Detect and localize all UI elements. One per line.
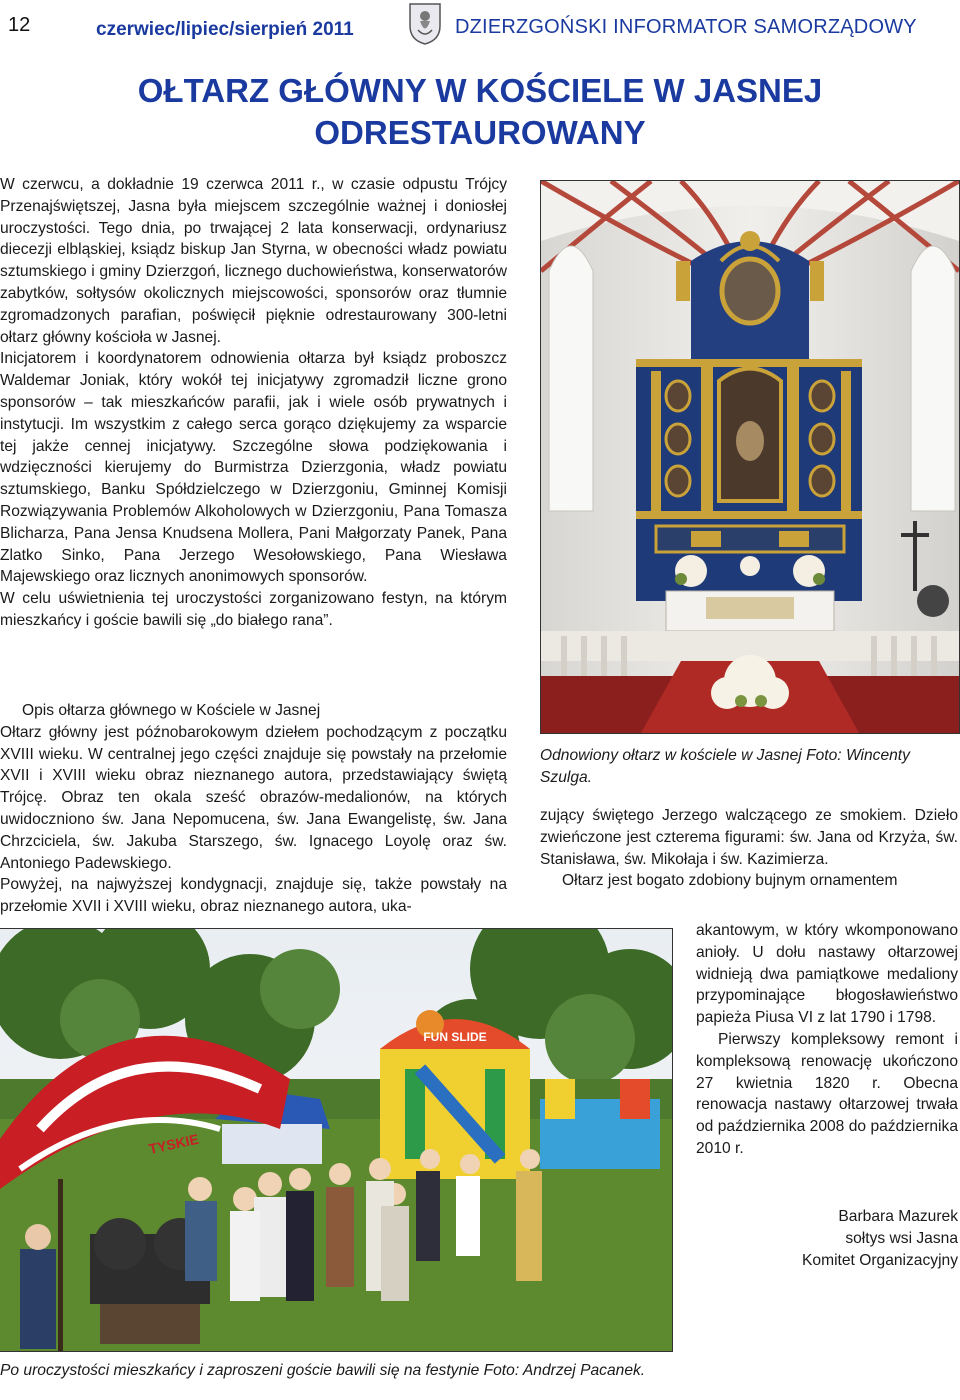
ornament-paragraph-start: Ołtarz jest bogato zdobiony bujnym ornamentem xyxy=(562,872,898,890)
continued-paragraph: zujący świętego Jerzego walczącego ze smokiem. Dzieło zwieńczone jest czterema figurami: św. Jana od Krzyża, św. Stanisława, św. Mikołaja i św. Kazimierza. xyxy=(540,807,958,868)
signature-name: Barbara Mazurek xyxy=(838,1208,958,1225)
issue-date: czerwiec/lipiec/sierpień 2011 xyxy=(96,19,354,40)
article-title-line1: OŁTARZ GŁÓWNY W KOŚCIELE W JASNEJ xyxy=(137,72,823,109)
festival-photo-caption: Po uroczystości mieszkańcy i zaproszeni goście bawili się na festynie Foto: Andrzej Pacanek. xyxy=(0,1362,646,1379)
altar-photo xyxy=(540,180,960,734)
festival-photo xyxy=(0,928,673,1352)
publication-title: DZIERZGOŃSKI INFORMATOR SAMORZĄDOWY xyxy=(455,16,917,38)
festyn-paragraph: W celu uświetnienia tej uroczystości zorganizowano festyn, na którym mieszkańcy i goście bawili się „do białego rana”. xyxy=(0,590,507,629)
signature-role: sołtys wsi Jasna xyxy=(845,1230,958,1247)
ornament-paragraph-rest: akantowym, w który wkomponowano anioły. U dołu nastawy ołtarzowej widnieją dwa pamiątkowe medaliony przypominające błogosławieństwo papieża Piusa VI z lat 1790 i 1798. xyxy=(696,922,958,1027)
upper-paragraph: Powyżej, na najwyższej kondygnacji, znajduje się, także powstały na przełomie XVII i XVIII wieku, obraz nieznanego autora, uka- xyxy=(0,876,507,916)
restoration-paragraph: Pierwszy kompleksowy remont i kompleksową renowację ukończono 27 kwietnia 1820 r. Obecna renowacja nastawy ołtarzowej trwała od października 2008 do października 2010 r. xyxy=(696,1030,958,1157)
tyskie-brand-label: TYSKIE xyxy=(147,1130,201,1157)
bouncy-castle-sign: FUN SLIDE xyxy=(423,1030,487,1044)
signature xyxy=(700,1206,958,1272)
narrow-text-column xyxy=(696,920,958,1160)
town-crest-icon xyxy=(408,2,442,46)
page-number: 12 xyxy=(8,14,31,36)
description-column xyxy=(0,700,507,918)
thanks-paragraph: Inicjatorem i koordynatorem odnowienia ołtarza był ksiądz proboszcz Waldemar Joniak, który wokół tej inicjatywy zgromadził liczne grono sponsorów – tak mieszkańców parafii, jak i wiele osób prywatnych i instytucji. Im wszystkim z całego serca gorąco dziękujemy za wsparcie tej jakże cennej inicjatywy. Szczególne słowa podziękowania i wdzięczności kierujemy do Burmistrza Dzierzgonia, władz powiatu sztumskiego, Banku Spółdzielczego w Dzierzgoniu, Gminnej Komisji Rozwiązywania Problemów Alkoholowych w Dzierzgoniu, Pana Tomasza Blicharza, Pana Jensa Knudsena Mollera, Pani Małgorzaty Panek, Pana Zlatko Sinko, Pana Jerzego Wesołowskiego, Pana Wiesława Majewskiego oraz licznych anonimowych sponsorów. xyxy=(0,350,507,586)
description-paragraph: Ołtarz główny jest późnobarokowym dziełem pochodzącym z początku XVIII wieku. W centralnej jego części znajduje się powstały na przełomie XVII i XVIII wieku obraz nieznanego autora, przedstawiający świętą Trójcę. Obraz ten okala sześć obrazów-medalionów, na których uwidoczniono św. Jana Nepomucena, św. Jana Ewangelistę, św. Jana Chrzciciela, św. Jakuba Starszego, św. Ignacego Loyolę oraz św. Antoniego Padewskiego. xyxy=(0,723,507,872)
intro-paragraph: W czerwcu, a dokładnie 19 czerwca 2011 r., w czasie odpustu Trójcy Przenajświętszej, Jasna była miejscem szczególnie ważnej i doniosłej uroczystości. Tego dnia, po trwającej 2 lata konserwacji, ordynariusz diecezji elbląskiej, ksiądz biskup Jan Styrna, w obecności władz powiatu sztumskiego i gminy Dzierzgoń, licznego duchowieństwa, konserwatorów zabytków, sołtysów okolicznych miejscowości, sponsorów oraz tłumnie zgromadzonych parafian, poświęcił pięknie odrestaurowany 300-letni ołtarz główny kościoła w Jasnej. xyxy=(0,176,507,346)
description-heading: Opis ołtarza głównego w Kościele w Jasnej xyxy=(22,702,321,719)
article-title xyxy=(60,70,900,154)
left-text-column xyxy=(0,174,507,632)
signature-committee: Komitet Organizacyjny xyxy=(802,1252,958,1269)
altar-photo-caption: Odnowiony ołtarz w kościele w Jasnej Foto: Wincenty Szulga. xyxy=(540,747,910,786)
article-title-line2: ODRESTAUROWANY xyxy=(314,114,646,151)
right-text-column xyxy=(540,805,958,892)
